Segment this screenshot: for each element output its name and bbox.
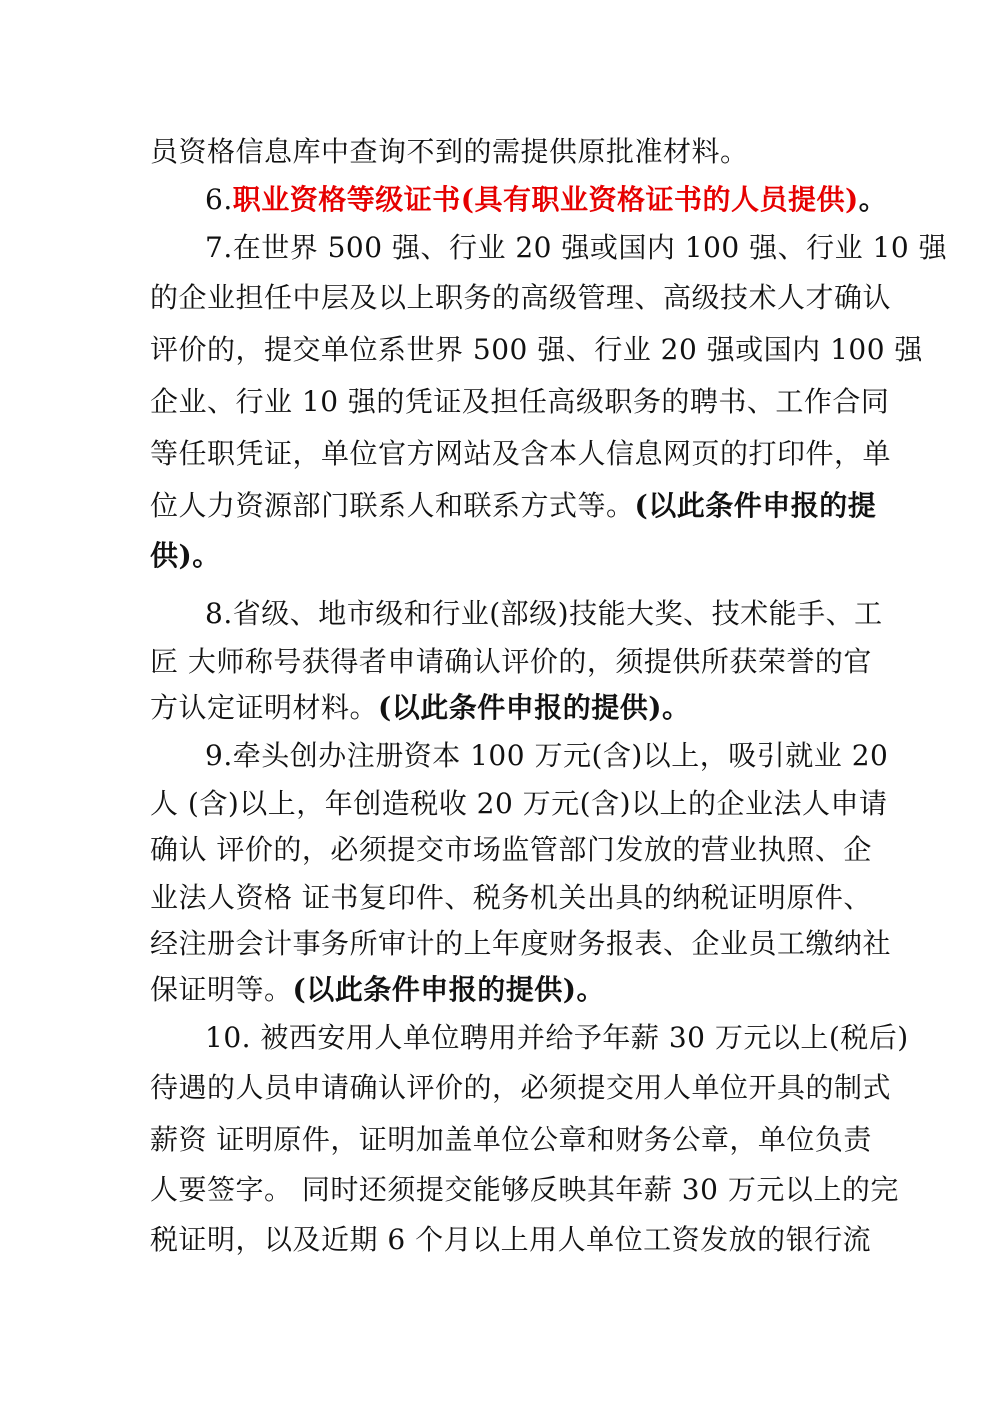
body-text: 8.省级、地市级和行业(部级)技能大奖、技术能手、工 xyxy=(205,597,883,630)
text-line xyxy=(150,972,850,1008)
body-text: 9.牵头创办注册资本 100 万元(含)以上，吸引就业 20 xyxy=(205,739,889,772)
text-line xyxy=(150,644,872,680)
body-text: 经注册会计事务所审计的上年度财务报表、企业员工缴纳社 xyxy=(150,927,892,960)
body-text: 人要签字。 同时还须提交能够反映其年薪 30 万元以上的完 xyxy=(150,1173,899,1206)
body-text: 薪资 证明原件，证明加盖单位公章和财务公章，单位负责 xyxy=(150,1123,872,1156)
item-10-line xyxy=(205,1020,909,1056)
body-text: 税证明，以及近期 6 个月以上用人单位工资发放的银行流 xyxy=(150,1223,872,1256)
text-line xyxy=(150,690,850,726)
body-text: 等任职凭证，单位官方网站及含本人信息网页的打印件，单 xyxy=(150,437,892,470)
body-text: 业法人资格 证书复印件、税务机关出具的纳税证明原件、 xyxy=(150,881,872,914)
text-line xyxy=(150,384,890,420)
body-text: 匠 大师称号获得者申请确认评价的，须提供所获荣誉的官 xyxy=(150,645,872,678)
text-line xyxy=(150,332,923,368)
body-text: 评价的，提交单位系世界 500 强、行业 20 强或国内 100 强 xyxy=(150,333,923,366)
condition-note: 供)。 xyxy=(150,539,221,572)
text-line xyxy=(150,1222,872,1258)
body-text: 企业、行业 10 强的凭证及担任高级职务的聘书、工作合同 xyxy=(150,385,890,418)
punctuation: 。 xyxy=(858,183,888,216)
body-text: 位人力资源部门联系人和联系方式等。 xyxy=(150,489,635,522)
body-text: 方认定证明材料。 xyxy=(150,691,379,724)
condition-note: (以此条件申报的提供)。 xyxy=(292,973,606,1006)
body-text: 员资格信息库中查询不到的需提供原批准材料。 xyxy=(150,135,749,168)
item-9-line xyxy=(205,738,889,774)
text-line xyxy=(150,436,892,472)
body-text: 10. 被西安用人单位聘用并给予年薪 30 万元以上(税后) xyxy=(205,1021,909,1054)
body-text: 保证明等。 xyxy=(150,973,293,1006)
item-8-line xyxy=(205,596,883,632)
condition-note: (以此条件申报的提 xyxy=(634,489,877,522)
item-6-line xyxy=(205,182,888,218)
body-text: 人 (含)以上，年创造税收 20 万元(含)以上的企业法人申请 xyxy=(150,787,888,820)
body-text: 的企业担任中层及以上职务的高级管理、高级技术人才确认 xyxy=(150,281,892,314)
text-line xyxy=(150,786,888,822)
text-line xyxy=(150,280,892,316)
text-line xyxy=(150,926,892,962)
item-number: 6. xyxy=(205,183,233,216)
text-line xyxy=(150,1122,872,1158)
condition-note: (以此条件申报的提供)。 xyxy=(378,691,691,724)
text-line xyxy=(150,134,850,170)
text-line xyxy=(150,1172,899,1208)
body-text: 确认 评价的，必须提交市场监管部门发放的营业执照、企 xyxy=(150,833,872,866)
highlighted-requirement: 职业资格等级证书(具有职业资格证书的人员提供) xyxy=(232,183,859,216)
item-7-line xyxy=(205,230,948,266)
text-line xyxy=(150,1070,892,1106)
body-text: 7.在世界 500 强、行业 20 强或国内 100 强、行业 10 强 xyxy=(205,231,948,264)
text-line xyxy=(150,832,872,868)
text-line xyxy=(150,538,850,574)
body-text: 待遇的人员申请确认评价的，必须提交用人单位开具的制式 xyxy=(150,1071,892,1104)
text-line xyxy=(150,880,872,916)
text-line xyxy=(150,488,877,524)
